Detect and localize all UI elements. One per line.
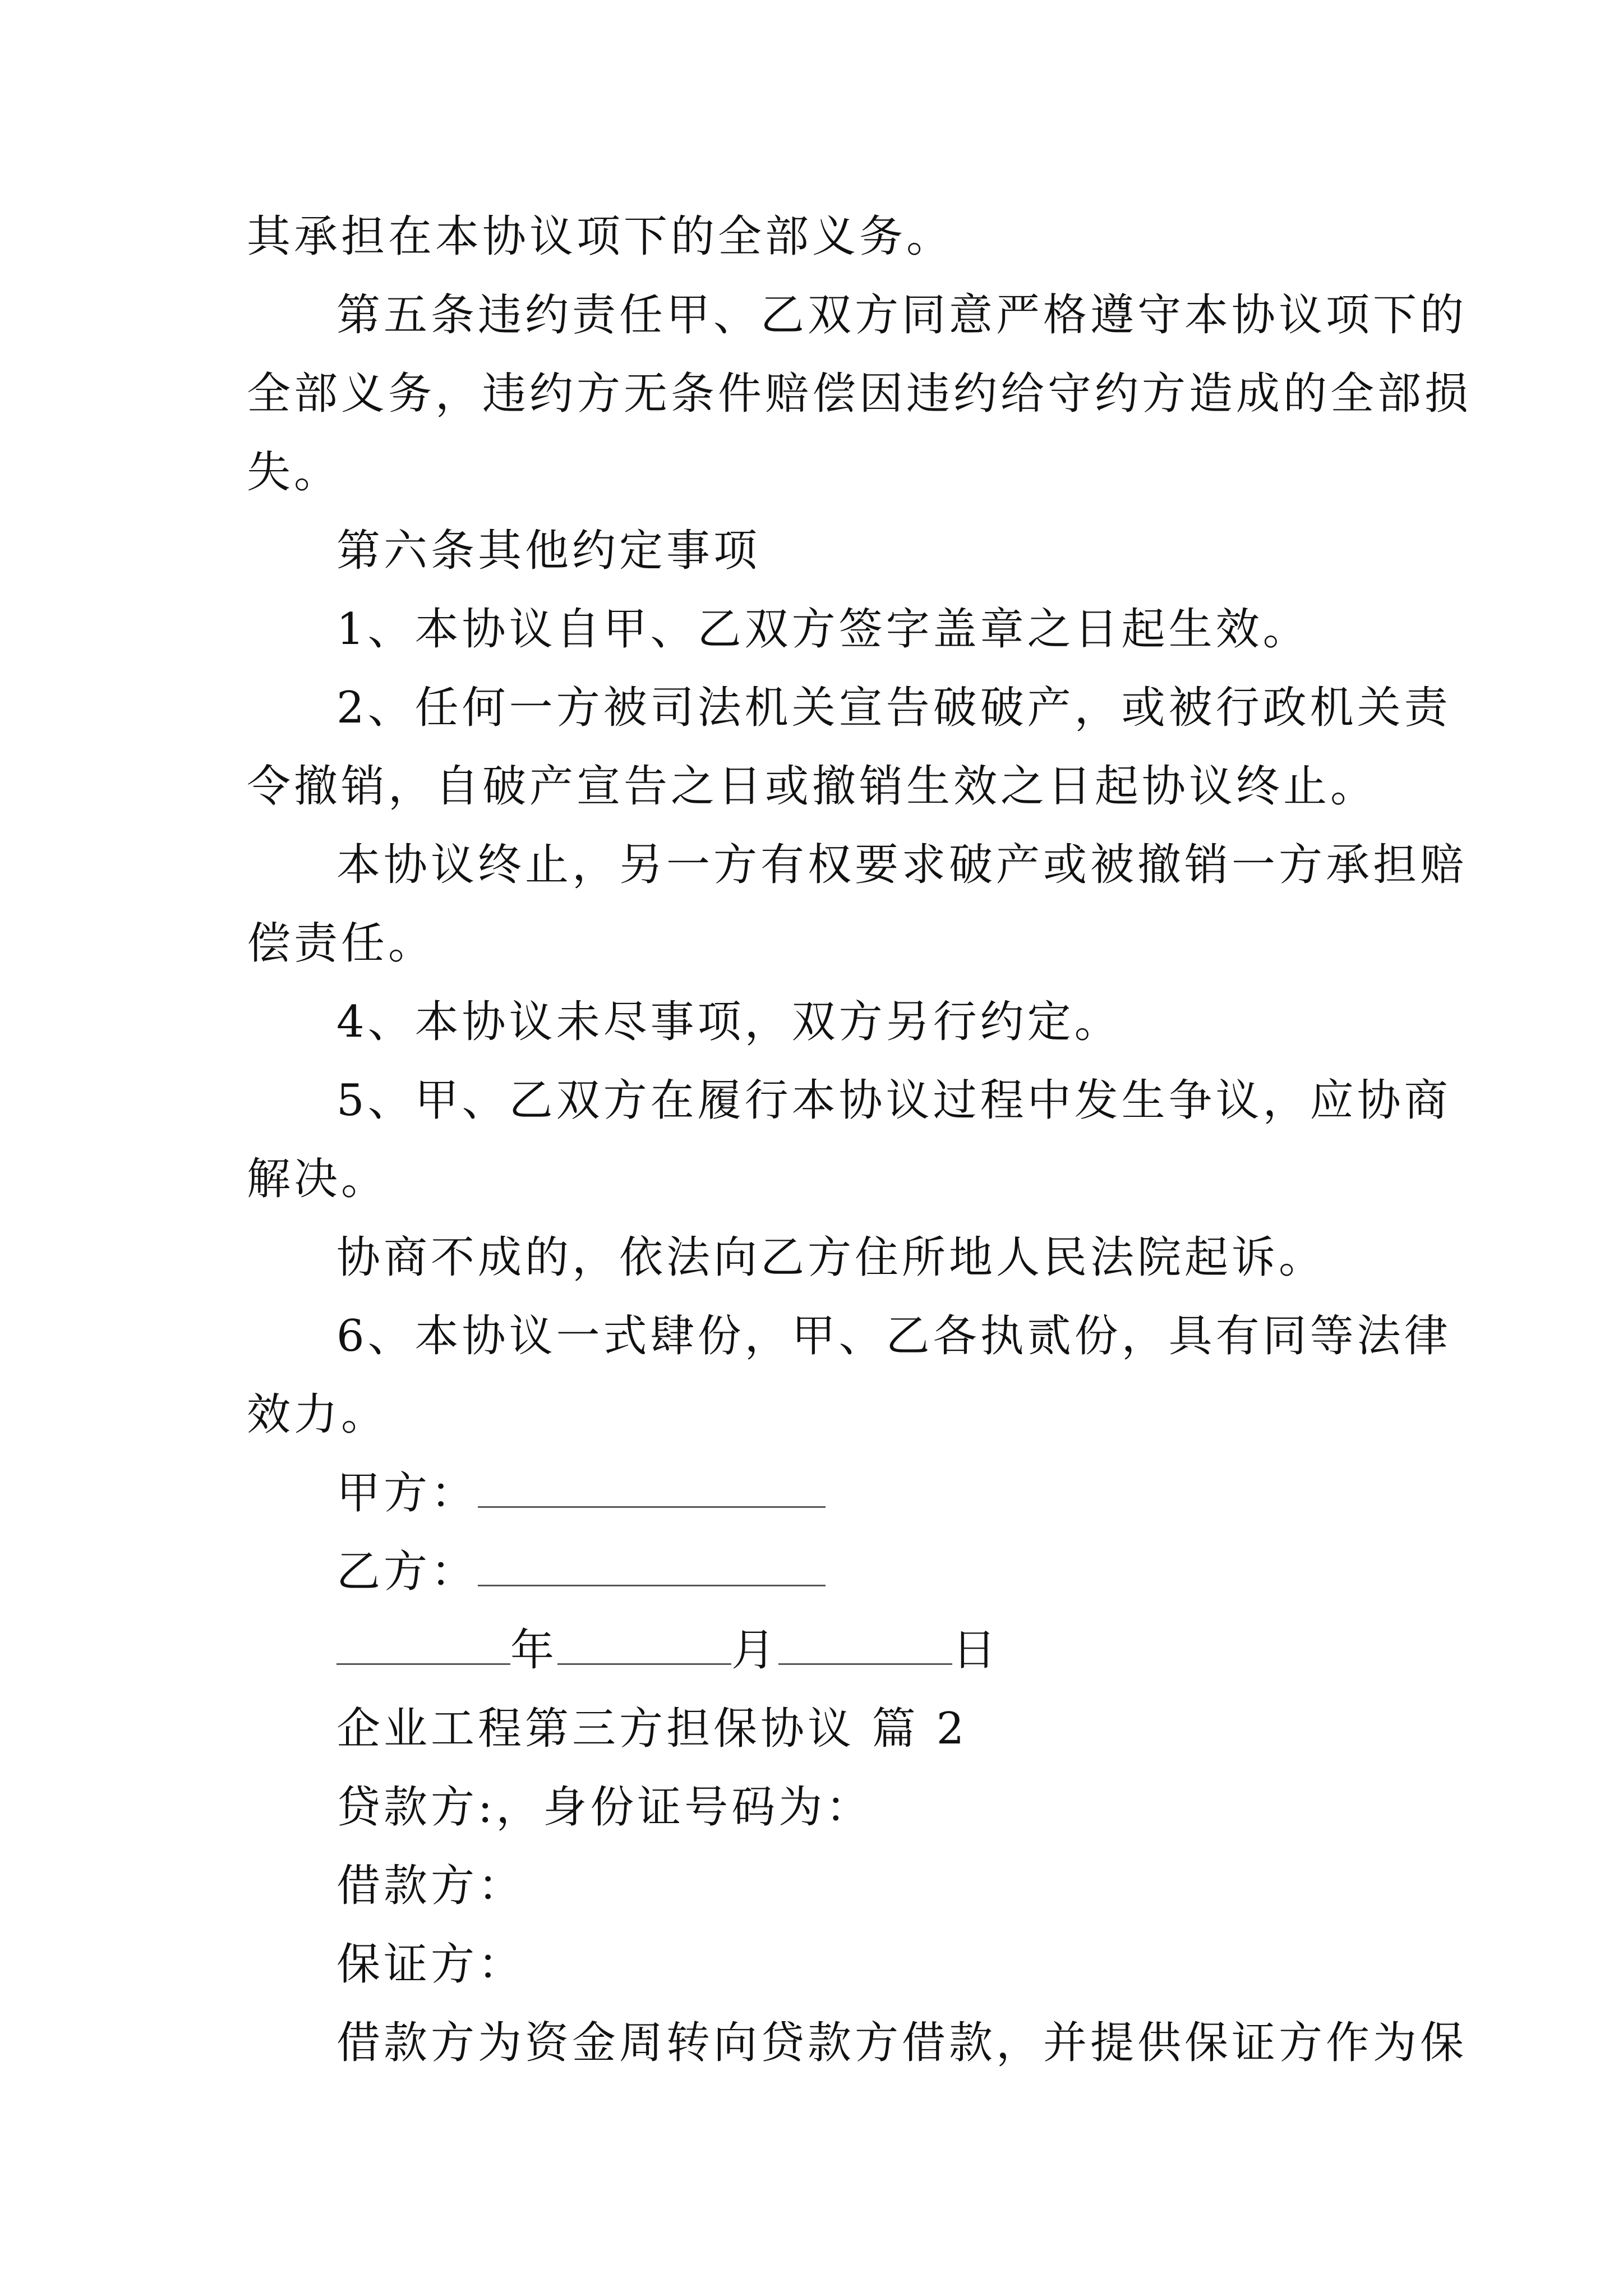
article-five-line: 第五条违约责任甲、乙双方同意严格遵守本协议项下的	[336, 290, 1468, 341]
clause-4: 4、本协议未尽事项，双方另行约定。	[336, 997, 1122, 1047]
year-blank	[336, 1624, 510, 1665]
party-a-blank	[478, 1467, 826, 1508]
party-a-signature-line	[336, 1465, 1391, 1521]
date-line	[336, 1622, 1391, 1678]
lender-line: 贷款方:，身份证号码为：	[336, 1782, 873, 1833]
party-a-label: 甲方：	[336, 1468, 478, 1519]
paragraph-line: 全部义务，违约方无条件赔偿因违约给守约方造成的全部损	[247, 369, 1472, 419]
paragraph-line: 解决。	[247, 1154, 389, 1204]
paragraph-line: 偿责任。	[247, 918, 436, 969]
month-label: 月	[731, 1625, 779, 1676]
paragraph-line: 令撤销，自破产宣告之日或撤销生效之日起协议终止。	[247, 761, 1378, 812]
section-title: 企业工程第三方担保协议 篇 2	[336, 1704, 968, 1754]
year-label: 年	[510, 1625, 558, 1676]
day-blank	[778, 1624, 952, 1665]
month-blank	[557, 1624, 731, 1665]
party-b-label: 乙方：	[336, 1547, 478, 1597]
paragraph-line: 其承担在本协议项下的全部义务。	[247, 211, 954, 262]
paragraph-line: 效力。	[247, 1389, 389, 1440]
borrower-line: 借款方：	[336, 1861, 525, 1911]
guarantor-line: 保证方：	[336, 1939, 525, 1990]
clause-2: 2、任何一方被司法机关宣告破破产，或被行政机关责	[336, 683, 1451, 733]
clause-5: 5、甲、乙双方在履行本协议过程中发生争议，应协商	[336, 1075, 1451, 1126]
day-label: 日	[952, 1625, 1000, 1676]
clause-6: 6、本协议一式肆份，甲、乙各执贰份，具有同等法律	[336, 1311, 1451, 1361]
paragraph-line: 失。	[247, 447, 342, 498]
article-six-heading: 第六条其他约定事项	[336, 526, 761, 576]
party-b-signature-line	[336, 1544, 1391, 1600]
paragraph-line: 借款方为资金周转向贷款方借款，并提供保证方作为保	[336, 2018, 1468, 2068]
paragraph-line: 协商不成的，依法向乙方住所地人民法院起诉。	[336, 1232, 1326, 1283]
clause-1: 1、本协议自甲、乙双方签字盖章之日起生效。	[336, 604, 1310, 655]
party-b-blank	[478, 1545, 826, 1586]
paragraph-line: 本协议终止，另一方有权要求破产或被撤销一方承担赔	[336, 840, 1468, 890]
